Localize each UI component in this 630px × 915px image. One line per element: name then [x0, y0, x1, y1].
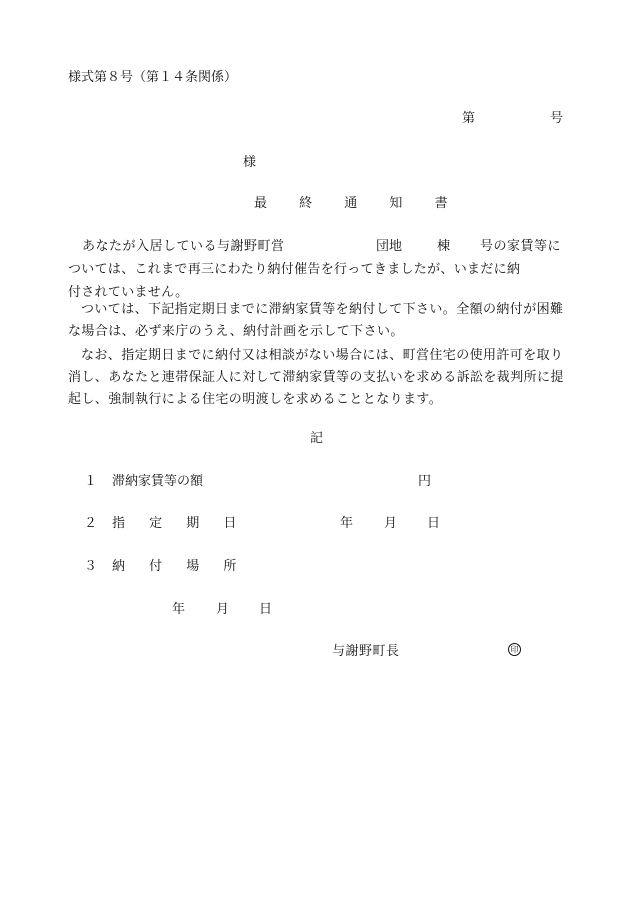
item-2-month: 月 [384, 516, 398, 531]
item-2-number: ２ [84, 516, 98, 531]
body-paragraph-3: なお、指定期日までに納付又は相談がない場合には、町営住宅の使用許可を取り消し、あなたと連帯保証人に対して滞納家賃等の支払いを求める訴訟を裁判所に提起し、強制執行による住宅の明渡しを求めることとなります。 [68, 348, 564, 407]
item-3-number: ３ [84, 559, 98, 574]
p1-line2: ついては、これまで再三にわたり納付催告を行ってきましたが、いまだに納 [68, 262, 521, 277]
item-1-number: １ [84, 474, 98, 489]
seal-mark: 印 [508, 643, 521, 656]
p1-danchi: 団地 [376, 239, 403, 254]
doc-number-suffix: 号 [550, 111, 564, 126]
issue-date-year: 年 [172, 602, 186, 617]
p1-tou: 棟 [437, 239, 451, 254]
issue-date-month: 月 [216, 602, 230, 617]
item-1-label: 滞納家賃等の額 [112, 474, 204, 489]
item-3-label: 納 付 場 所 [112, 559, 247, 574]
p1-before-blank: あなたが入居している与謝野町営 [82, 239, 285, 254]
sender-name: 与謝野町長 [332, 644, 400, 659]
item-2-day: 日 [427, 516, 441, 531]
addressee-suffix: 様 [243, 155, 257, 170]
doc-number-prefix: 第 [462, 111, 476, 126]
p1-gou: 号の家賃等に [480, 239, 562, 254]
issue-date-day: 日 [259, 602, 273, 617]
item-1-unit: 円 [418, 474, 432, 489]
document-title: 最 終 通 知 書 [254, 196, 462, 211]
item-2-year: 年 [340, 516, 354, 531]
body-paragraph-2: ついては、下記指定期日までに滞納家賃等を納付して下さい。全額の納付が困難な場合は、必ず来庁のうえ、納付計画を示して下さい。 [68, 302, 564, 339]
ki-heading: 記 [310, 431, 324, 446]
item-2-label: 指 定 期 日 [112, 516, 247, 531]
p1-line3: 付されていません。 [68, 285, 189, 300]
form-number: 様式第８号（第１４条関係） [68, 70, 238, 85]
